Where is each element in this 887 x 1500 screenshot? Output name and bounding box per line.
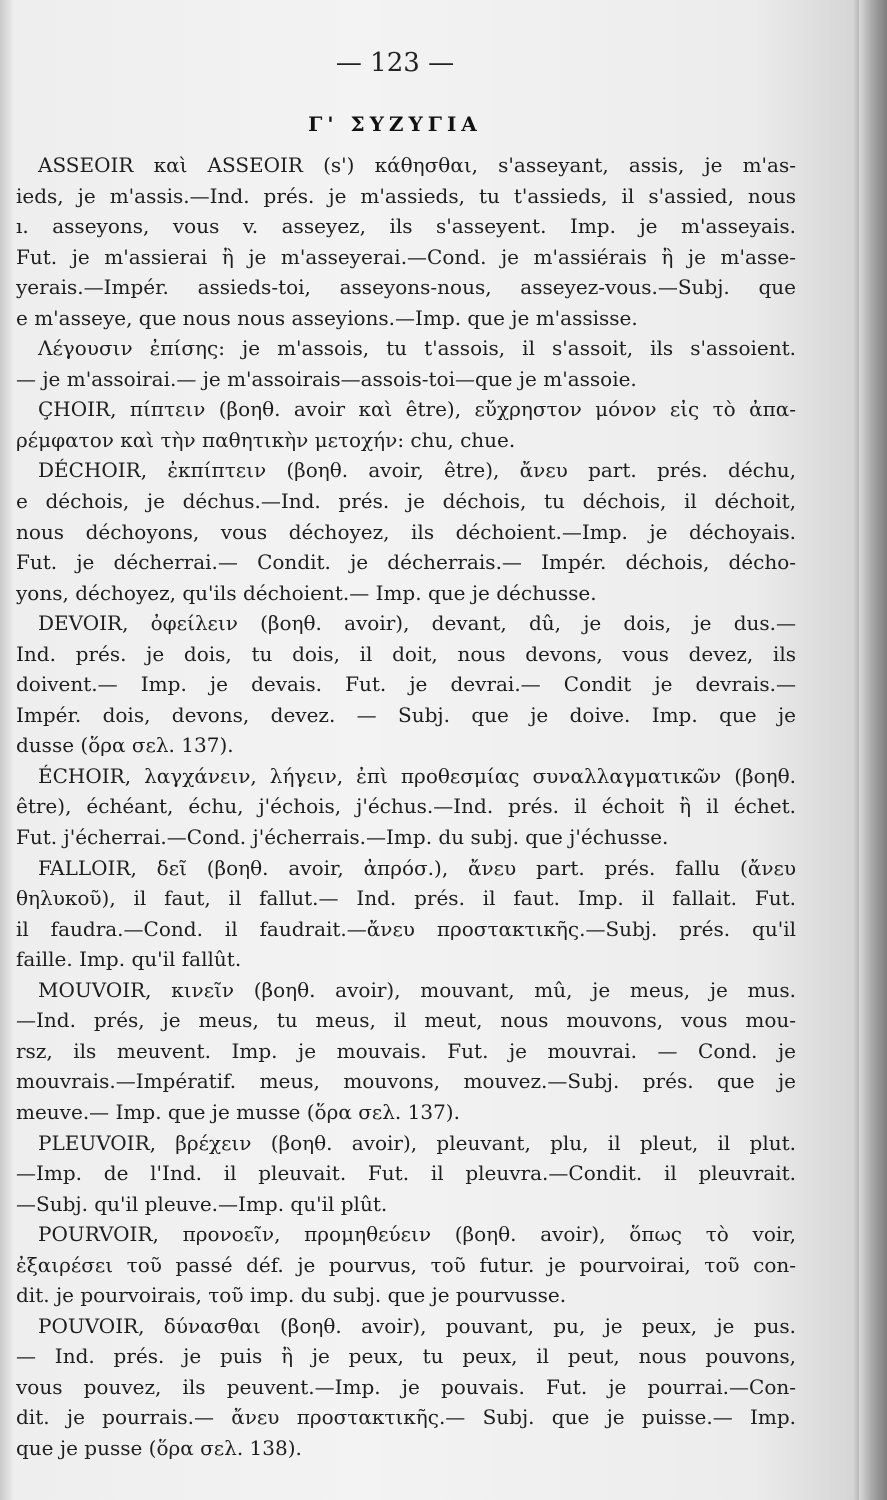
text-line: ÇHOIR, πίπτειν (βοηθ. avoir καὶ être), εὔχρηστον μόνον εἰς τὸ ἀπα-: [38, 397, 796, 422]
text-line: — Ind. prés. je puis ἢ je peux, tu peux, il peut, nous pouvons,: [16, 1344, 796, 1369]
text-line: il faudra.—Cond. il faudrait.—ἄνευ προστακτικῆς.—Subj. prés. qu'il: [16, 916, 796, 941]
text-line: meuve.— Imp. que je musse (ὅρα σελ. 137).: [16, 1099, 460, 1124]
text-line: POUVOIR, δύνασθαι (βοηθ. avoir), pouvant, pu, je peux, je pus.: [38, 1313, 796, 1338]
text-line: DEVOIR, ὀφείλειν (βοηθ. avoir), devant, dû, je dois, je dus.—: [38, 611, 796, 636]
text-line: — je m'assoirai.— je m'assoirais—assois-toi—que je m'assoie.: [16, 366, 637, 391]
text-line: nous déchoyons, vous déchoyez, ils déchoient.—Imp. je déchoyais.: [16, 519, 796, 544]
text-line: mouvrais.—Impératif. meus, mouvons, mouvez.—Subj. prés. que je: [16, 1069, 796, 1094]
text-line: Fut. j'écherrai.—Cond. j'écherrais.—Imp. du subj. que j'échusse.: [16, 825, 669, 850]
text-line: POURVOIR, προνοεῖν, προμηθεύειν (βοηθ. avoir), ὅπως τὸ voir,: [38, 1222, 796, 1247]
text-line: ἐξαιρέσει τοῦ passé déf. je pourvus, τοῦ futur. je pourvoirai, τοῦ con-: [16, 1252, 796, 1277]
text-line: DÉCHOIR, ἐκπίπτειν (βοηθ. avoir, être), ἄνευ part. prés. déchu,: [38, 458, 796, 483]
text-line: e m'asseye, que nous nous asseyions.—Imp. que je m'assisse.: [16, 305, 638, 330]
text-line: —Imp. de l'Ind. il pleuvait. Fut. il pleuvra.—Condit. il pleuvrait.: [16, 1161, 796, 1186]
text-line: ÉCHOIR, λαγχάνειν, λήγειν, ἐπὶ προθεσμίας συναλλαγματικῶν (βοηθ.: [38, 763, 796, 788]
text-line: que je pusse (ὅρα σελ. 138).: [16, 1435, 302, 1460]
text-line: Fut. je décherrai.— Condit. je décherrais.— Impér. déchois, décho-: [16, 550, 796, 575]
section-heading: Γ' ΣΥΖΥΓΙΑ: [308, 112, 482, 136]
text-line: ı. asseyons, vous v. asseyez, ils s'asseyent. Imp. je m'asseyais.: [16, 214, 796, 239]
text-line: ρέμφατον καὶ τὴν παθητικὴν μετοχήν: chu, chue.: [16, 427, 516, 452]
text-line: FALLOIR, δεῖ (βοηθ. avoir, ἀπρόσ.), ἄνευ part. prés. fallu (ἄνευ: [38, 855, 796, 880]
text-line: doivent.— Imp. je devais. Fut. je devrai.— Condit je devrais.—: [16, 672, 796, 697]
text-line: vous pouvez, ils peuvent.—Imp. je pouvais. Fut. je pourrai.—Con-: [16, 1374, 796, 1399]
text-line: e déchois, je déchus.—Ind. prés. je déchois, tu déchois, il déchoit,: [16, 489, 796, 514]
text-line: être), échéant, échu, j'échois, j'échus.—Ind. prés. il échoit ἢ il échet.: [16, 794, 796, 819]
text-line: faille. Imp. qu'il fallût.: [16, 947, 242, 972]
text-line: PLEUVOIR, βρέχειν (βοηθ. avoir), pleuvant, plu, il pleut, il plut.: [38, 1130, 796, 1155]
text-line: —Subj. qu'il pleuve.—Imp. qu'il plût.: [16, 1191, 388, 1216]
text-line: ASSEOIR καὶ ASSEOIR (s') κάθησθαι, s'asseyant, assis, je m'as-: [38, 153, 796, 177]
text-line: θηλυκοῦ), il faut, il fallut.— Ind. prés. il faut. Imp. il fallait. Fut.: [16, 886, 796, 911]
text-line: dusse (ὅρα σελ. 137).: [16, 733, 234, 758]
text-line: Fut. je m'assierai ἢ je m'asseyerai.—Cond. je m'assiérais ἢ je m'asse-: [16, 244, 796, 269]
text-line: MOUVOIR, κινεῖν (βοηθ. avoir), mouvant, mû, je meus, je mus.: [38, 977, 796, 1002]
text-line: Impér. dois, devons, devez. — Subj. que je doive. Imp. que je: [16, 702, 796, 727]
page-number: — 123 —: [335, 48, 455, 78]
text-line: rsz, ils meuvent. Imp. je mouvais. Fut. je mouvrai. — Cond. je: [16, 1038, 796, 1063]
page-edge: [859, 0, 887, 1500]
text-line: yerais.—Impér. assieds-toi, asseyons-nous, asseyez-vous.—Subj. que: [16, 275, 796, 300]
text-line: dit. je pourvoirais, τοῦ imp. du subj. que je pourvusse.: [16, 1283, 567, 1308]
body-text: [16, 150, 796, 1464]
text-line: ieds, je m'assis.—Ind. prés. je m'assieds, tu t'assieds, il s'assied, nous: [16, 183, 796, 208]
text-line: Ind. prés. je dois, tu dois, il doit, nous devons, vous devez, ils: [16, 641, 796, 666]
text-line: —Ind. prés, je meus, tu meus, il meut, nous mouvons, vous mou-: [16, 1008, 796, 1033]
text-line: yons, déchoyez, qu'ils déchoient.— Imp. que je déchusse.: [16, 580, 597, 605]
text-line: dit. je pourrais.— ἄνευ προστακτικῆς.— Subj. que je puisse.— Imp.: [16, 1405, 796, 1430]
text-line: Λέγουσιν ἐπίσης: je m'assois, tu t'assois, il s'assoit, ils s'assoient.: [38, 336, 796, 361]
